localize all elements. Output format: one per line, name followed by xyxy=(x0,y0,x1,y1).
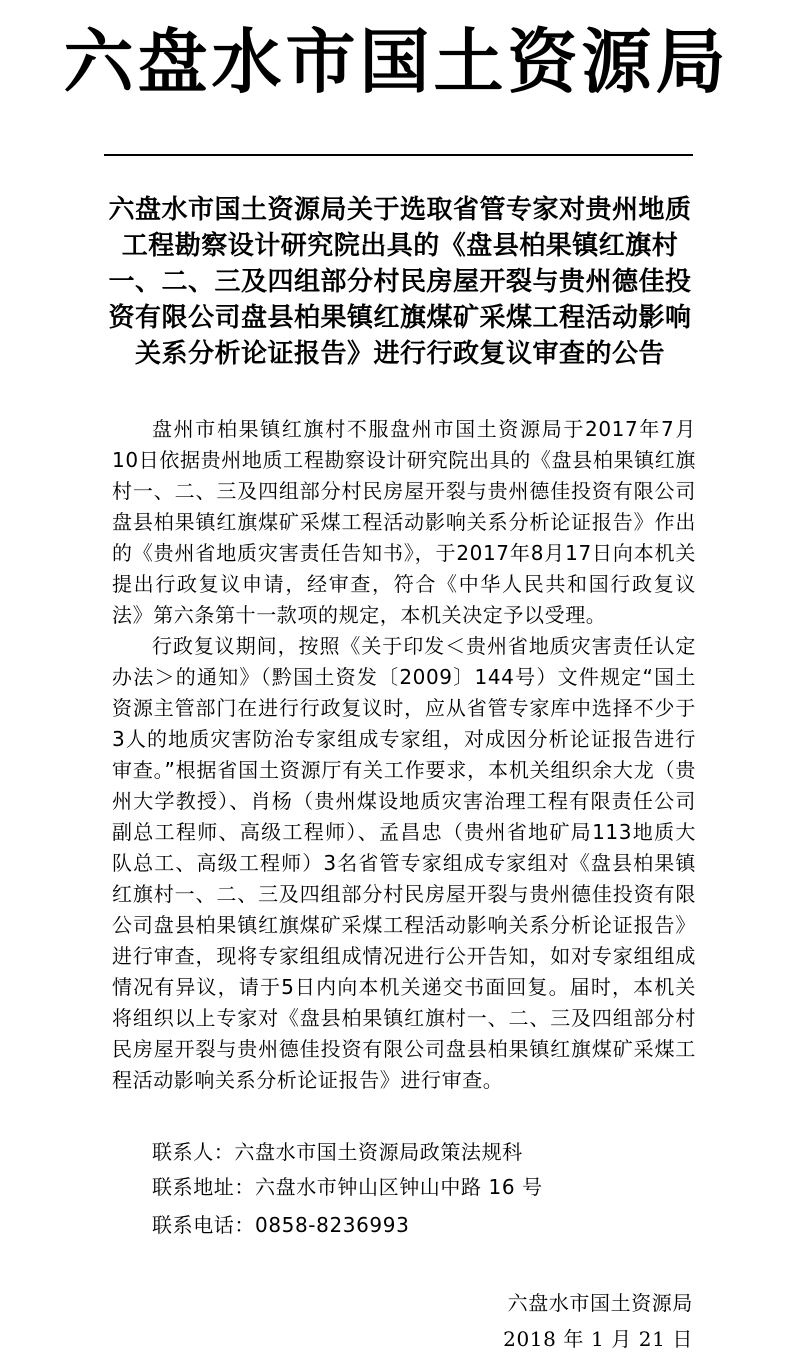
contact-phone: 联系电话：0858-8236993 xyxy=(152,1213,410,1237)
contact-person: 联系人：六盘水市国土资源局政策法规科 xyxy=(152,1140,523,1164)
notice-title: 六盘水市国土资源局关于选取省管专家对贵州地质工程勘察设计研究院出具的《盘县柏果镇红旗村一、二、三及四组部分村民房屋开裂与贵州德佳投资有限公司盘县柏果镇红旗煤矿采煤工程活动影响关系分析论证报告》进行行政复议审查的公告 xyxy=(108,195,692,369)
contact-address: 联系地址：六盘水市钟山区钟山中路 16 号 xyxy=(152,1175,543,1199)
notice-body xyxy=(112,414,696,1096)
signature-date: 2018 年 1 月 21 日 xyxy=(503,1327,693,1351)
body-paragraph: 盘州市柏果镇红旗村不服盘州市国土资源局于2017年7月10日依据贵州地质工程勘察设计研究院出具的《盘县柏果镇红旗村一、二、三及四组部分村民房屋开裂与贵州德佳投资有限公司盘县柏果镇红旗煤矿采煤工程活动影响关系分析论证报告》作出的《贵州省地质灾害责任告知书》，于2017年8月17日向本机关提出行政复议申请，经审查，符合《中华人民共和国行政复议法》第六条第十一款项的规定，本机关决定予以受理。 xyxy=(112,417,696,627)
masthead-title: 六盘水市国土资源局 xyxy=(63,20,730,103)
body-paragraph: 行政复议期间，按照《关于印发＜贵州省地质灾害责任认定办法＞的通知》（黔国土资发〔2009〕144号）文件规定“国土资源主管部门在进行行政复议时，应从省管专家库中选择不少于3人的地质灾害防治专家组成专家组，对成因分析论证报告进行审查。”根据省国土资源厅有关工作要求，本机关组织余大龙（贵州大学教授）、肖杨（贵州煤设地质灾害治理工程有限责任公司副总工程师、高级工程师）、孟昌忠（贵州省地矿局113地质大队总工、高级工程师）3名省管专家组成专家组对《盘县柏果镇红旗村一、二、三及四组部分村民房屋开裂与贵州德佳投资有限公司盘县柏果镇红旗煤矿采煤工程活动影响关系分析论证报告》进行审查，现将专家组组成情况进行公开告知，如对专家组组成情况有异议，请于5日内向本机关递交书面回复。届时，本机关将组织以上专家对《盘县柏果镇红旗村一、二、三及四组部分村民房屋开裂与贵州德佳投资有限公司盘县柏果镇红旗煤矿采煤工程活动影响关系分析论证报告》进行审查。 xyxy=(112,634,696,1092)
masthead-divider xyxy=(104,154,693,156)
signature-organization: 六盘水市国土资源局 xyxy=(507,1291,693,1315)
